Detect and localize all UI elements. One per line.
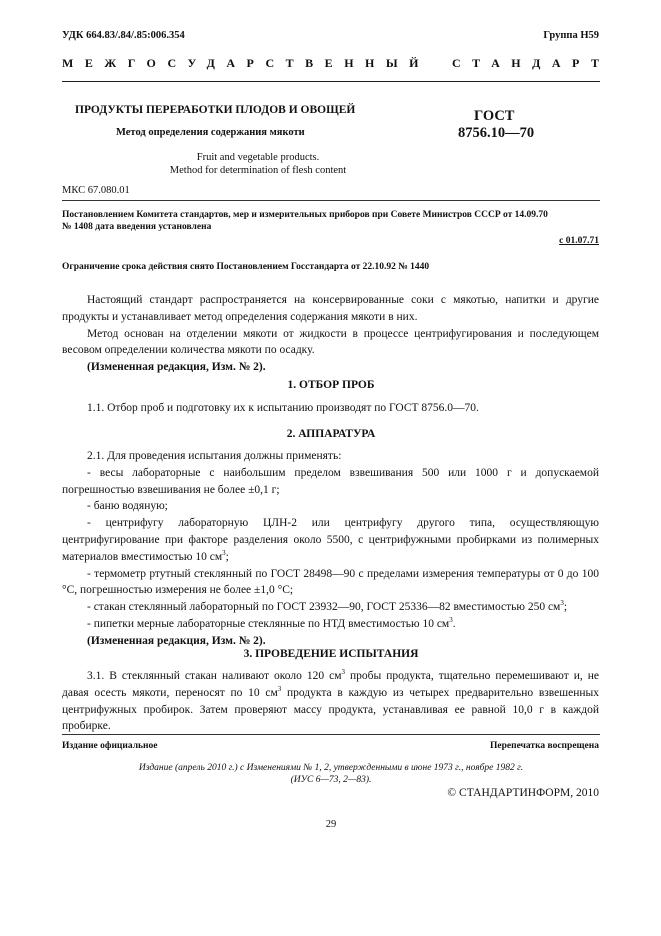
clause-3-1-part-3: продукта в каждую из четырех предварительно взвешенных центрифужных пробирок. Затем проверяют массу продукта, устанавливая ее равной 10,0 г в каждой пробирке. [62, 686, 600, 733]
english-title-1: Fruit and vegetable products. [196, 152, 320, 163]
gost-label: ГОСТ [474, 108, 515, 124]
unit-superscript: 3 [222, 548, 226, 557]
reprint-prohibited-label: Перепечатка воспрещена [489, 741, 599, 751]
mks-code: МКС 67.080.01 [62, 185, 130, 196]
clause-3-1 [62, 668, 599, 735]
decree-line-2: № 1408 дата введения установлена [62, 222, 212, 232]
section-3-body [62, 668, 599, 735]
item-beaker [62, 599, 599, 616]
footer-divider [62, 734, 600, 735]
section-3-heading: 3. ПРОВЕДЕНИЕ ИСПЫТАНИЯ [243, 648, 419, 660]
item-thermometer: - термометр ртутный стеклянный по ГОСТ 28498—90 с пределами измерения температуры от 0 до 100 °С, погрешностью измерения не более ±1,0 °С; [62, 567, 599, 597]
intro-paragraph-1: Настоящий стандарт распространяется на консервированные соки с мякотью, напитки и другие продукты и устанавливает метод определения содержания мякоти в них. [62, 294, 599, 323]
item-centrifuge-text: - центрифугу лабораторную ЦЛН-2 или центрифугу другого типа, осуществляющую центрифугирование при факторе разделения около 5500, с центрифужными пробирками из полимерных материалов вместимостью 10 см [62, 517, 599, 563]
item-centrifuge [62, 515, 599, 565]
item-water-bath: - баню водяную; [87, 500, 168, 513]
title-divider [62, 200, 600, 201]
item-pipettes [62, 616, 599, 633]
clause-2-1: 2.1. Для проведения испытания должны применять: [87, 450, 342, 462]
header-divider [62, 81, 600, 82]
item-centrifuge-end: ; [225, 550, 229, 563]
edition-history-1: Издание (апрель 2010 г.) с Изменениями № 1, 2, утвержденными в июне 1973 г., ноябре 1982 г. [138, 763, 524, 773]
clause-3-1-part-2: пробы продукта, тщательно перемешивают и, не давая осесть мякоти, переносят по 10 см [62, 670, 600, 699]
unit-superscript: 3 [449, 616, 453, 625]
gost-number: 8756.10—70 [458, 125, 535, 141]
section-2-body [62, 448, 599, 650]
decree-line-1: Постановлением Комитета стандартов, мер и измерительных приборов при Совете Министров СССР от 14.09.70 [62, 210, 548, 220]
page-subtitle: Метод определения содержания мякоти [116, 127, 305, 138]
banner-standard: СТАНДАРТ [452, 56, 611, 70]
unit-superscript: 3 [341, 668, 345, 677]
copyright: © СТАНДАРТИНФОРМ, 2010 [447, 787, 599, 799]
unit-superscript: 3 [277, 684, 282, 693]
clause-1-1: 1.1. Отбор проб и подготовку их к испытанию производят по ГОСТ 8756.0—70. [87, 402, 479, 414]
section-1-heading: 1. ОТБОР ПРОБ [287, 379, 375, 391]
unit-superscript: 3 [560, 599, 564, 608]
intro-edition-note: (Измененная редакция, Изм. № 2). [87, 361, 266, 374]
page-number: 29 [325, 819, 337, 830]
intro-paragraph-2: Метод основан на отделении мякоти от жидкости в процессе центрифугирования и последующем весовом определении количества мякоти по осадку. [62, 327, 599, 357]
section-1-body [62, 400, 599, 417]
limitation-note: Ограничение срока действия снято Постановлением Госстандарта от 22.10.92 № 1440 [62, 262, 430, 272]
group-code: Группа Н59 [543, 30, 599, 41]
item-scales: - весы лабораторные с наибольшим пределом взвешивания 500 или 1000 г и допускаемой погрешностью взвешивания не более ±0,1 г; [62, 466, 599, 496]
english-title-2: Method for determination of flesh content [169, 165, 347, 176]
item-pipettes-end: . [452, 617, 456, 630]
edition-history-2: (ИУС 6—73, 2—83). [290, 775, 372, 785]
page-title: ПРОДУКТЫ ПЕРЕРАБОТКИ ПЛОДОВ И ОВОЩЕЙ [75, 104, 356, 116]
section-2-edition-note: (Измененная редакция, Изм. № 2). [87, 634, 266, 647]
official-edition-label: Издание официальное [62, 741, 158, 751]
item-beaker-end: ; [563, 601, 568, 614]
section-2-heading: 2. АППАРАТУРА [286, 428, 376, 440]
item-beaker-text: - стакан стеклянный лабораторный по ГОСТ 23932—90, ГОСТ 25336—82 вместимостью 250 см [87, 601, 561, 614]
intro-block [62, 292, 599, 376]
udk-code: УДК 664.83/.84/.85:006.354 [62, 30, 185, 41]
banner-interstate: МЕЖГОСУДАРСТВЕННЫЙ [62, 56, 430, 70]
clause-3-1-part-1: 3.1. В стеклянный стакан наливают около 120 см [87, 670, 342, 682]
item-pipettes-text: - пипетки мерные лабораторные стеклянные по НТД вместимостью 10 см [87, 617, 450, 630]
introduction-date: с 01.07.71 [559, 236, 599, 246]
